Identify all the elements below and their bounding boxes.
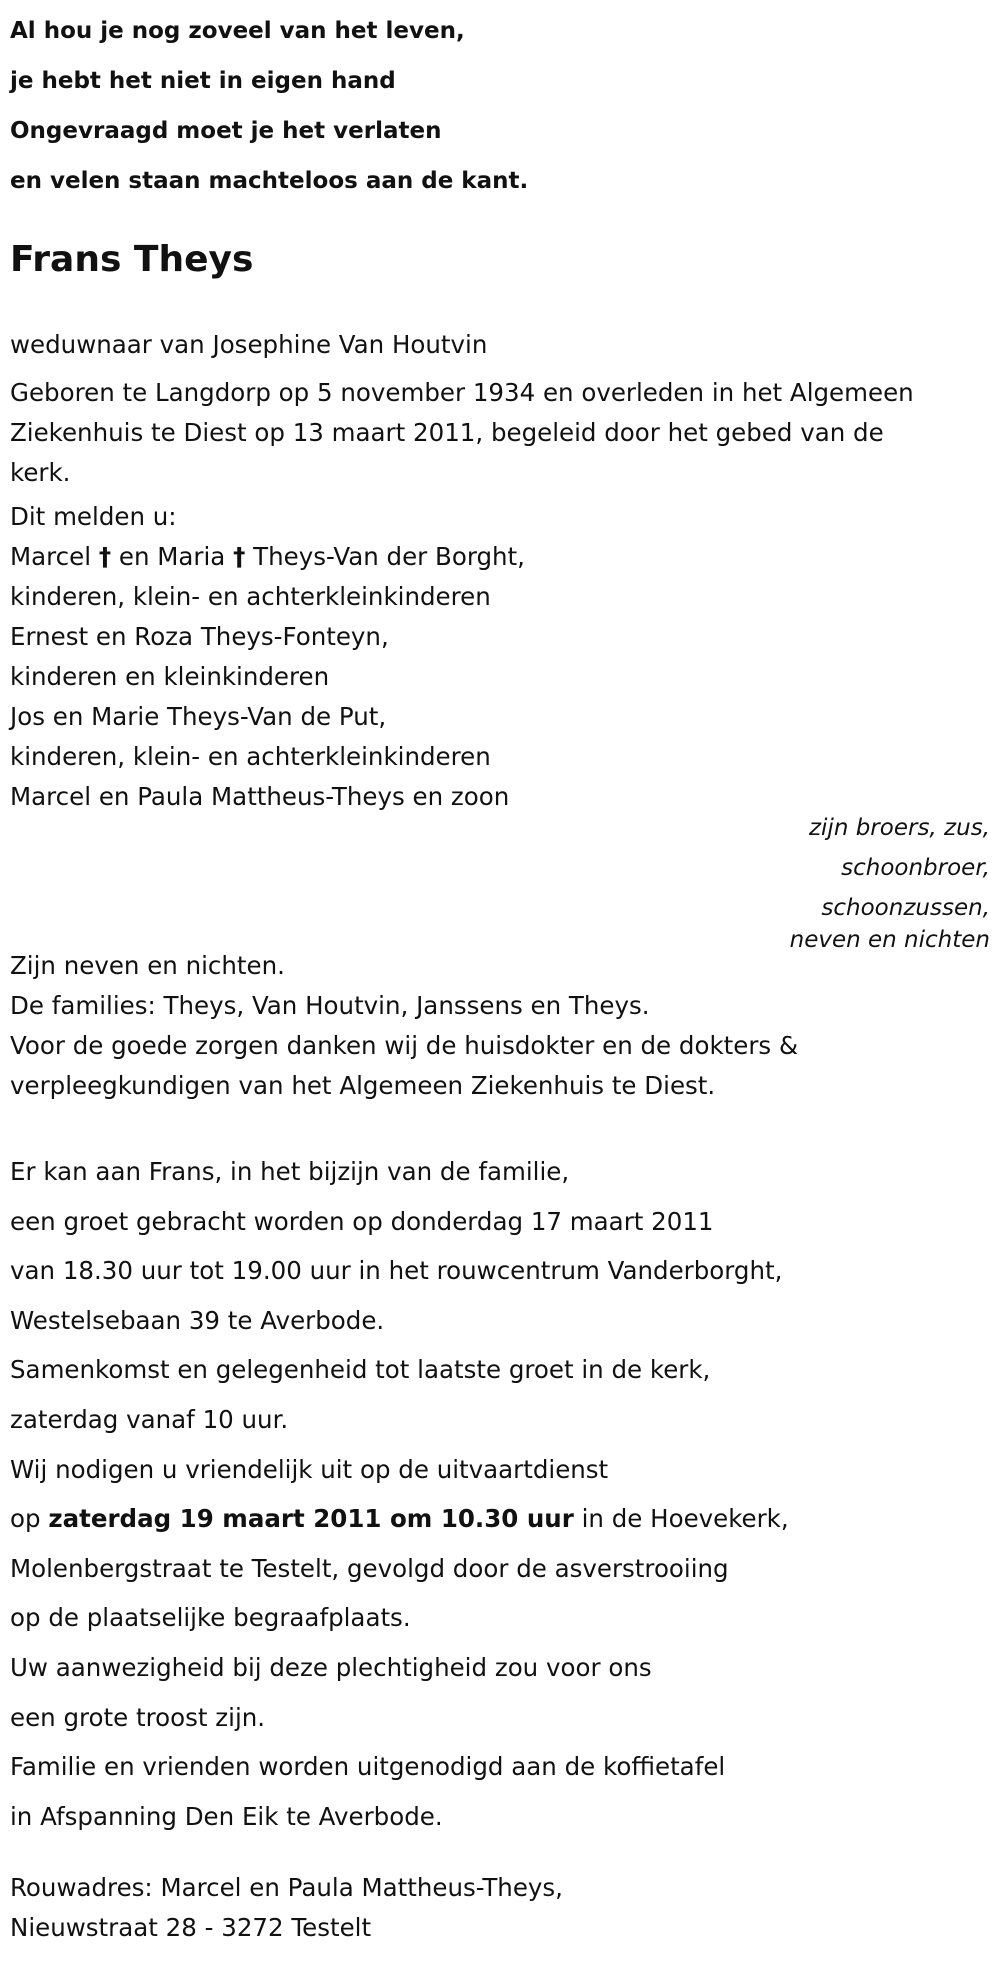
paragraph-line: De families: Theys, Van Houtvin, Janssens en Theys. [10, 991, 650, 1020]
text: en Maria [111, 542, 234, 571]
sidenote-line: neven en nichten [789, 927, 990, 953]
paragraph-line: een groet gebracht worden op donderdag 17 maart 2011 [10, 1206, 714, 1236]
paragraph-line: Molenbergstraat te Testelt, gevolgd door de asverstrooiing [10, 1553, 729, 1583]
announcement-line: Jos en Marie Theys-Van de Put, [10, 702, 387, 731]
paragraph-line: kerk. [10, 458, 71, 487]
paragraph-line: Voor de goede zorgen danken wij de huisdokter en de dokters & [10, 1031, 799, 1060]
sidenote-line: schoonbroer, [841, 855, 990, 881]
paragraph-line: Er kan aan Frans, in het bijzijn van de familie, [10, 1157, 570, 1186]
announcement-intro: Dit melden u: [10, 502, 177, 531]
birth-death-paragraph [10, 373, 990, 493]
obituary-document [10, 0, 990, 1942]
text: op [10, 1504, 49, 1534]
widower-line: weduwnaar van Josephine Van Houtvin [10, 330, 488, 359]
paragraph-line: in Afspanning Den Eik te Averbode. [10, 1801, 443, 1831]
announcement [10, 497, 990, 817]
paragraph-line: Samenkomst en gelegenheid tot laatste groet in de kerk, [10, 1355, 711, 1385]
thanks-paragraph [10, 946, 798, 1106]
funeral-details [10, 1147, 789, 1841]
sidenote-line: zijn broers, zus, [808, 815, 990, 841]
poem-line: je hebt het niet in eigen hand [10, 68, 396, 94]
announcement-line: kinderen, klein- en achterkleinkinderen [10, 582, 491, 611]
service-date-time: zaterdag 19 maart 2011 om 10.30 uur [48, 1504, 574, 1534]
paragraph-line: Zijn neven en nichten. [10, 951, 285, 980]
paragraph-line: een grote troost zijn. [10, 1702, 266, 1732]
poem-line: Al hou je nog zoveel van het leven, [10, 18, 465, 44]
announcement-line-deceased-siblings [10, 537, 990, 577]
announcement-line: kinderen, klein- en achterkleinkinderen [10, 742, 491, 771]
poem-line: en velen staan machteloos aan de kant. [10, 168, 529, 194]
text: Marcel [10, 542, 99, 571]
paragraph-line: op de plaatselijke begraafplaats. [10, 1603, 411, 1633]
cross-icon: † [98, 542, 112, 571]
address-line: Nieuwstraat 28 - 3272 Testelt [10, 1913, 372, 1942]
paragraph-line: zaterdag vanaf 10 uur. [10, 1404, 289, 1434]
service-line [10, 1494, 789, 1544]
paragraph-line: Familie en vrienden worden uitgenodigd aan de koffietafel [10, 1752, 726, 1782]
cross-icon: † [233, 542, 246, 571]
deceased-name: Frans Theys [10, 239, 254, 280]
relation-sidenote [790, 808, 990, 952]
mourning-address [10, 1868, 563, 1948]
announcement-line: Ernest en Roza Theys-Fonteyn, [10, 622, 389, 651]
paragraph-line: Ziekenhuis te Diest op 13 maart 2011, begeleid door het gebed van de [10, 418, 884, 447]
paragraph-line: Westelsebaan 39 te Averbode. [10, 1305, 385, 1335]
text: in de Hoevekerk, [573, 1504, 789, 1534]
poem [10, 6, 990, 206]
text: Theys-Van der Borght, [245, 542, 525, 571]
paragraph-line: van 18.30 uur tot 19.00 uur in het rouwcentrum Vanderborght, [10, 1256, 783, 1286]
paragraph-line: Wij nodigen u vriendelijk uit op de uitvaartdienst [10, 1454, 609, 1484]
poem-line: Ongevraagd moet je het verlaten [10, 118, 442, 144]
announcement-line: kinderen en kleinkinderen [10, 662, 330, 691]
paragraph-line: Geboren te Langdorp op 5 november 1934 en overleden in het Algemeen [10, 378, 914, 407]
paragraph-line: verpleegkundigen van het Algemeen Ziekenhuis te Diest. [10, 1071, 716, 1100]
address-line: Rouwadres: Marcel en Paula Mattheus-Theys, [10, 1873, 563, 1902]
announcement-line: Marcel en Paula Mattheus-Theys en zoon [10, 782, 510, 811]
paragraph-line: Uw aanwezigheid bij deze plechtigheid zou voor ons [10, 1652, 652, 1682]
sidenote-line: schoonzussen, [821, 895, 990, 921]
